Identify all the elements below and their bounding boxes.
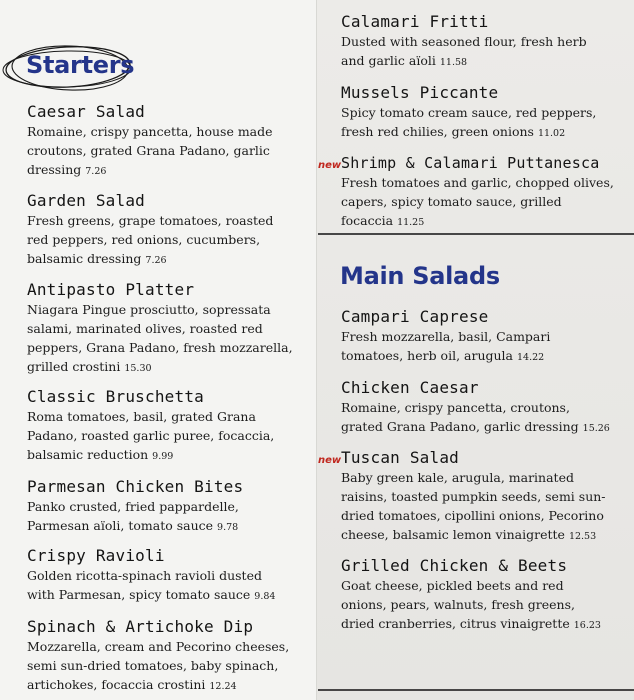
item-name: Mussels Piccante: [341, 83, 499, 102]
item-name: Chicken Caesar: [341, 378, 479, 397]
item-name: Caesar Salad: [27, 102, 145, 121]
new-badge: new: [318, 160, 342, 171]
menu-item-caesar-salad: [27, 102, 289, 181]
menu-item-campari-caprese: [341, 307, 611, 367]
item-name: Grilled Chicken & Beets: [341, 556, 568, 575]
menu-item-classic-bruschetta: [27, 387, 295, 466]
menu-item-antipasto-platter: [27, 280, 297, 378]
menu-item-mussels-piccante: [341, 83, 603, 143]
item-description: Fresh tomatoes and garlic, chopped olives, capers, spicy tomato sauce, grilled focaccia 11.25: [341, 175, 614, 228]
item-name: Garden Salad: [27, 191, 145, 210]
item-description: Goat cheese, pickled beets and red onions, pears, walnuts, fresh greens, dried cranberries, citrus vinaigrette 16.23: [341, 578, 601, 631]
main-salads-title: Main Salads: [340, 262, 500, 290]
item-description: Dusted with seasoned flour, fresh herb and garlic aïoli 11.58: [341, 34, 587, 68]
item-price: 16.23: [573, 620, 601, 631]
item-description: Golden ricotta-spinach ravioli dusted with Parmesan, spicy tomato sauce 9.84: [27, 568, 276, 602]
item-description: Fresh greens, grape tomatoes, roasted red peppers, red onions, cucumbers, balsamic dressing 7.26: [27, 213, 274, 266]
item-name: Shrimp & Calamari Puttanesca: [341, 154, 600, 172]
item-name: Classic Bruschetta: [27, 387, 204, 406]
starters-title: Starters: [26, 51, 135, 79]
menu-item-tuscan-salad: [341, 448, 616, 546]
item-price: 12.24: [209, 681, 237, 692]
item-price: 12.53: [568, 531, 597, 542]
item-price: 9.99: [152, 451, 174, 462]
item-description: Romaine, crispy pancetta, croutons, grated Grana Padano, garlic dressing 15.26: [341, 400, 610, 434]
item-price: 7.26: [85, 166, 107, 177]
menu-item-garden-salad: [27, 191, 289, 270]
item-price: 15.30: [124, 363, 152, 374]
item-name: Parmesan Chicken Bites: [27, 477, 244, 496]
item-price: 7.26: [145, 255, 167, 266]
item-price: 15.26: [582, 423, 610, 434]
item-name: Spinach & Artichoke Dip: [27, 617, 254, 636]
section-rule: [318, 233, 634, 235]
menu-item-spinach-artichoke-dip: [27, 617, 311, 696]
item-name: Tuscan Salad: [341, 448, 459, 467]
item-description: Fresh mozzarella, basil, Campari tomatoes, herb oil, arugula 14.22: [341, 329, 551, 363]
item-description: Baby green kale, arugula, marinated raisins, toasted pumpkin seeds, semi sun-dried tomatoes, cipollini onions, Pecorino cheese, balsamic lemon vinaigrette 12.53: [341, 470, 606, 542]
item-price: 11.02: [537, 128, 566, 139]
column-divider: [316, 0, 317, 700]
menu-item-shrimp-calamari-puttanesca: [341, 153, 626, 232]
main-salads-heading: [340, 262, 500, 290]
item-name: Antipasto Platter: [27, 280, 195, 299]
menu-item-crispy-ravioli: [27, 546, 289, 606]
item-description: Spicy tomato cream sauce, red peppers, fresh red chilies, green onions 11.02: [341, 105, 597, 139]
item-name: Crispy Ravioli: [27, 546, 165, 565]
item-name: Calamari Fritti: [341, 12, 489, 31]
item-price: 9.78: [217, 522, 239, 533]
item-name: Campari Caprese: [341, 307, 489, 326]
menu-item-parmesan-chicken-bites: [27, 477, 297, 537]
item-description: Panko crusted, fried pappardelle, Parmesan aïoli, tomato sauce 9.78: [27, 499, 239, 533]
new-badge: new: [318, 455, 342, 466]
section-rule-bottom: [318, 689, 634, 691]
item-description: Romaine, crispy pancetta, house made croutons, grated Grana Padano, garlic dressing 7.26: [27, 124, 273, 177]
starters-heading: [2, 41, 137, 95]
menu-item-grilled-chicken-beets: [341, 556, 611, 635]
item-description: Mozzarella, cream and Pecorino cheeses, semi sun-dried tomatoes, baby spinach, artichokes, focaccia crostini 12.24: [27, 639, 290, 692]
item-price: 11.25: [397, 217, 425, 228]
item-description: Roma tomatoes, basil, grated Grana Padano, roasted garlic puree, focaccia, balsamic reduction 9.99: [27, 409, 275, 462]
item-price: 14.22: [517, 352, 545, 363]
item-price: 11.58: [439, 57, 468, 68]
menu-item-calamari-fritti: [341, 12, 611, 72]
item-description: Niagara Pingue prosciutto, sopressata salami, marinated olives, roasted red peppers, Grana Padano, fresh mozzarella, grilled crostini 15.30: [27, 302, 293, 374]
item-price: 9.84: [254, 591, 276, 602]
menu-item-chicken-caesar: [341, 378, 611, 438]
